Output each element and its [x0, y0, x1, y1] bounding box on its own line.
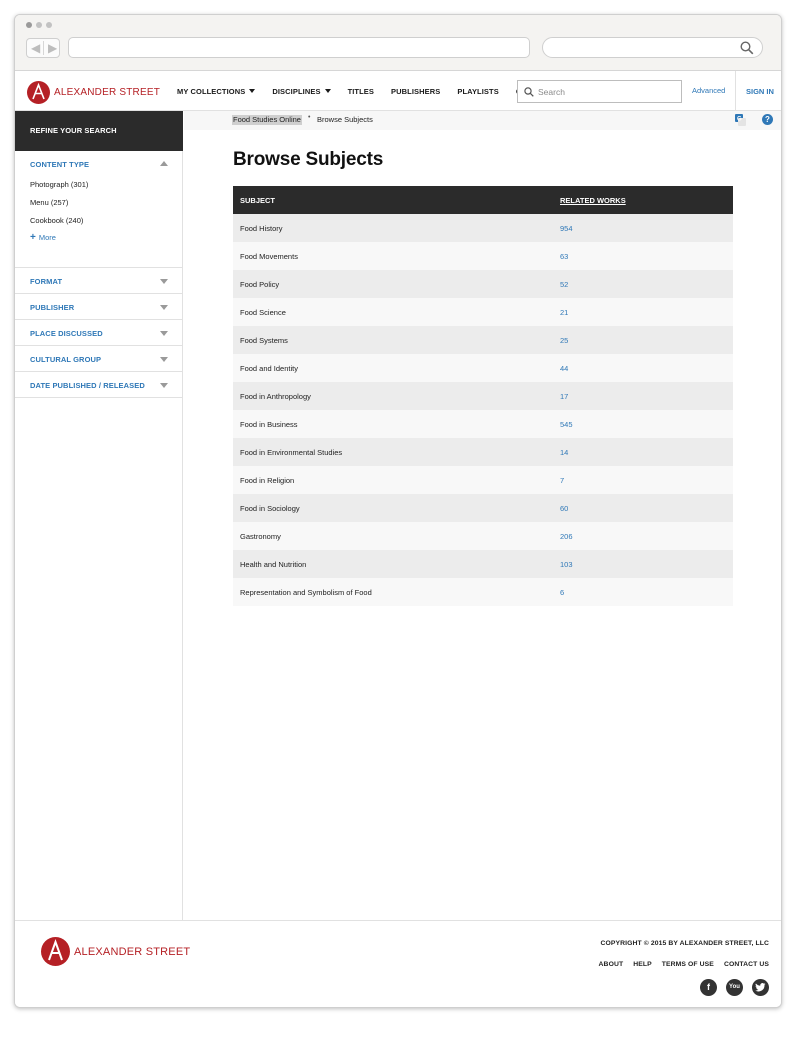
subject-name: Food Policy: [240, 280, 280, 289]
subject-name: Food History: [240, 224, 283, 233]
nav-disciplines[interactable]: DISCIPLINES: [272, 87, 330, 96]
nav-titles[interactable]: TITLES: [347, 86, 374, 96]
browser-chrome: [15, 15, 781, 71]
table-row: [233, 270, 733, 298]
facet-publisher[interactable]: PUBLISHER: [15, 294, 182, 320]
table-row: [233, 466, 733, 494]
related-works-link[interactable]: 6: [560, 588, 565, 597]
footer-link-help[interactable]: HELP: [633, 961, 652, 968]
site-search-input[interactable]: [538, 84, 676, 99]
table-row: [233, 494, 733, 522]
breadcrumb-separator: •: [308, 114, 311, 121]
column-header-subject: SUBJECT: [240, 196, 276, 205]
related-works-link[interactable]: 7: [560, 476, 565, 485]
table-row: [233, 326, 733, 354]
related-works-link[interactable]: 103: [560, 560, 573, 569]
related-works-link[interactable]: 60: [560, 504, 569, 513]
subject-name: Food in Business: [240, 420, 298, 429]
copyright-text: COPYRIGHT © 2015 BY ALEXANDER STREET, LLC: [600, 940, 769, 947]
subject-name: Food in Religion: [240, 476, 295, 485]
svg-text:G: G: [737, 116, 742, 123]
table-row: [233, 410, 733, 438]
chevron-down-icon[interactable]: [160, 305, 168, 310]
subject-name: Representation and Symbolism of Food: [240, 588, 372, 597]
footer-logo-text: ALEXANDER STREET: [74, 945, 191, 958]
social-links: [691, 979, 769, 996]
table-row: [233, 298, 733, 326]
column-header-related-works[interactable]: RELATED WORKS: [560, 196, 626, 205]
facet-more-link[interactable]: + More: [30, 232, 56, 243]
window-close-dot[interactable]: [26, 22, 32, 28]
footer-link-about[interactable]: ABOUT: [598, 961, 624, 968]
breadcrumb-current: Browse Subjects: [317, 115, 373, 124]
table-header: [233, 186, 733, 214]
site-search-box: [517, 80, 682, 103]
chevron-down-icon[interactable]: [160, 383, 168, 388]
chevron-up-icon[interactable]: [160, 161, 168, 166]
back-arrow-icon[interactable]: ◀: [31, 41, 41, 55]
subject-name: Food in Environmental Studies: [240, 448, 343, 457]
breadcrumb: [184, 111, 781, 130]
footer-link-contact[interactable]: CONTACT US: [723, 961, 769, 968]
related-works-link[interactable]: 954: [560, 224, 573, 233]
table-row: [233, 438, 733, 466]
refine-heading: REFINE YOUR SEARCH: [15, 111, 183, 151]
nav-publishers[interactable]: PUBLISHERS: [391, 86, 441, 96]
facebook-icon[interactable]: f: [700, 979, 717, 996]
facet-content-type: [15, 151, 182, 268]
table-row: [233, 522, 733, 550]
facet-date-published[interactable]: DATE PUBLISHED / RELEASED: [15, 372, 182, 398]
subject-name: Food in Anthropology: [240, 392, 311, 401]
translate-icon[interactable]: [735, 114, 746, 126]
subject-name: Health and Nutrition: [240, 560, 307, 569]
related-works-link[interactable]: 21: [560, 308, 569, 317]
browser-search-bar[interactable]: [542, 37, 763, 58]
footer-links: [589, 961, 769, 968]
subject-name: Food in Sociology: [240, 504, 300, 513]
alexander-street-logo-icon: [27, 81, 50, 104]
sign-in-link[interactable]: SIGN IN: [746, 87, 774, 96]
facet-format[interactable]: FORMAT: [15, 268, 182, 294]
subject-name: Food Science: [240, 308, 286, 317]
forward-arrow-icon[interactable]: ▶: [48, 41, 58, 55]
facet-content-type-toggle[interactable]: CONTENT TYPE: [30, 160, 90, 169]
related-works-link[interactable]: 52: [560, 280, 569, 289]
refine-sidebar: [15, 111, 183, 920]
twitter-icon[interactable]: [752, 979, 769, 996]
advanced-search-link[interactable]: Advanced: [692, 86, 726, 95]
facet-place-discussed[interactable]: PLACE DISCUSSED: [15, 320, 182, 346]
table-row: [233, 354, 733, 382]
chevron-down-icon[interactable]: [160, 279, 168, 284]
related-works-link[interactable]: 206: [560, 532, 573, 541]
related-works-link[interactable]: 25: [560, 336, 569, 345]
subjects-table: [233, 186, 733, 606]
related-works-link[interactable]: 44: [560, 364, 569, 373]
main-navigation: [177, 71, 555, 111]
related-works-link[interactable]: 63: [560, 252, 569, 261]
browser-nav-buttons: [26, 38, 60, 58]
facet-option-photograph[interactable]: Photograph (301): [30, 180, 89, 189]
site-logo[interactable]: [27, 80, 160, 104]
youtube-icon[interactable]: You: [726, 979, 743, 996]
chevron-down-icon: [249, 89, 255, 93]
search-icon: [524, 87, 534, 97]
facet-cultural-group[interactable]: CULTURAL GROUP: [15, 346, 182, 372]
table-row: [233, 242, 733, 270]
facet-option-cookbook[interactable]: Cookbook (240): [30, 216, 84, 225]
related-works-link[interactable]: 17: [560, 392, 569, 401]
plus-icon: +: [30, 232, 36, 243]
page-title: Browse Subjects: [233, 149, 384, 170]
chevron-down-icon[interactable]: [160, 357, 168, 362]
table-row: [233, 382, 733, 410]
table-row: [233, 550, 733, 578]
chevron-down-icon: [325, 89, 331, 93]
table-row: [233, 578, 733, 606]
breadcrumb-parent[interactable]: Food Studies Online: [233, 115, 301, 124]
related-works-link[interactable]: 545: [560, 420, 573, 429]
table-body: [233, 214, 733, 606]
window-zoom-dot[interactable]: [46, 22, 52, 28]
nav-playlists[interactable]: PLAYLISTS: [457, 86, 499, 96]
table-row: [233, 214, 733, 242]
chevron-down-icon[interactable]: [160, 331, 168, 336]
window-minimize-dot[interactable]: [36, 22, 42, 28]
logo-text: ALEXANDER STREET: [54, 86, 161, 98]
footer-link-terms[interactable]: TERMS OF USE: [661, 961, 714, 968]
browser-window: [14, 14, 782, 1008]
subject-name: Food and Identity: [240, 364, 298, 373]
subject-name: Food Movements: [240, 252, 298, 261]
site-header: [15, 71, 781, 111]
address-bar[interactable]: [68, 37, 530, 58]
nav-my-collections[interactable]: MY COLLECTIONS: [177, 87, 255, 96]
site-footer: [15, 920, 781, 1008]
alexander-street-logo-icon: [41, 937, 70, 966]
related-works-link[interactable]: 14: [560, 448, 569, 457]
help-icon[interactable]: ?: [762, 114, 773, 125]
subject-name: Gastronomy: [240, 532, 281, 541]
search-icon: [740, 41, 754, 55]
facet-option-menu[interactable]: Menu (257): [30, 198, 69, 207]
subject-name: Food Systems: [240, 336, 288, 345]
footer-logo[interactable]: [41, 937, 190, 966]
